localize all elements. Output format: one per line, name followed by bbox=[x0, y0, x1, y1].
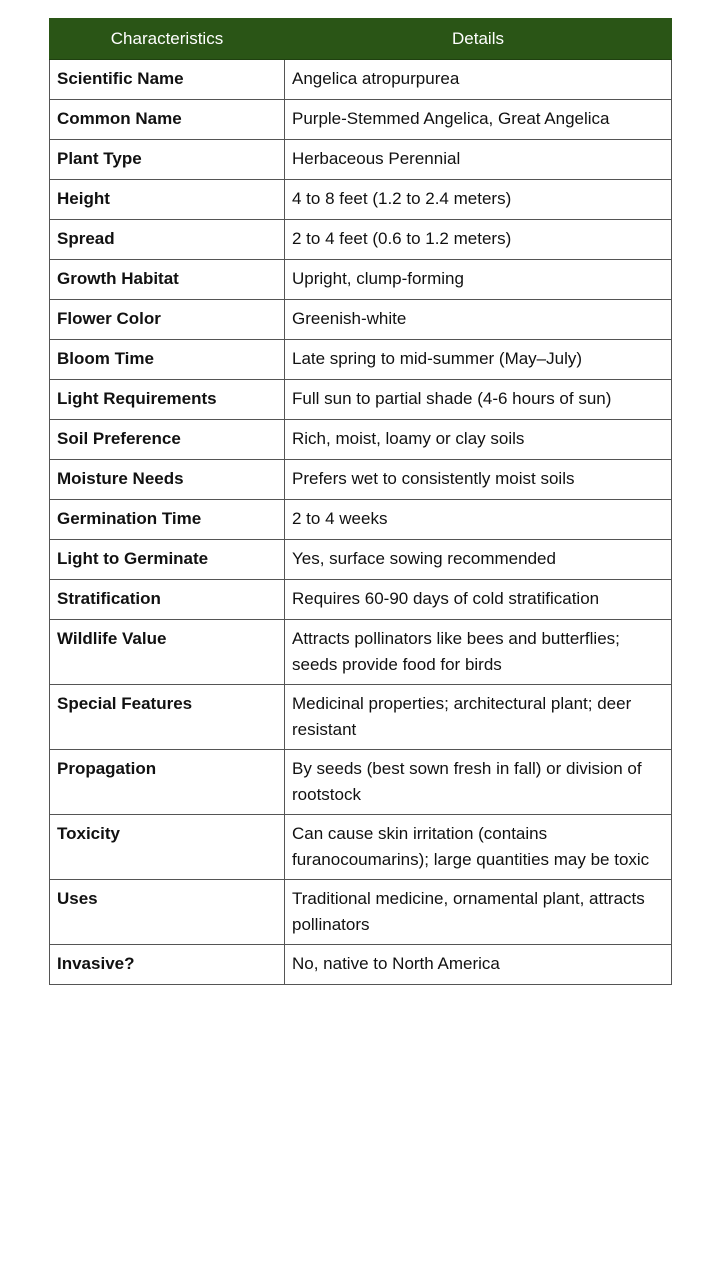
row-key: Light Requirements bbox=[50, 380, 285, 420]
plant-characteristics-table-container bbox=[49, 18, 671, 985]
row-value: Herbaceous Perennial bbox=[285, 140, 672, 180]
row-key: Wildlife Value bbox=[50, 620, 285, 685]
row-key: Soil Preference bbox=[50, 420, 285, 460]
table-row bbox=[50, 340, 672, 380]
row-value: 2 to 4 weeks bbox=[285, 500, 672, 540]
row-key: Light to Germinate bbox=[50, 540, 285, 580]
row-key: Bloom Time bbox=[50, 340, 285, 380]
row-key: Stratification bbox=[50, 580, 285, 620]
table-row bbox=[50, 750, 672, 815]
row-key: Propagation bbox=[50, 750, 285, 815]
table-row bbox=[50, 500, 672, 540]
table-row bbox=[50, 220, 672, 260]
table-body bbox=[50, 60, 672, 985]
row-key: Germination Time bbox=[50, 500, 285, 540]
row-key: Toxicity bbox=[50, 815, 285, 880]
row-value: No, native to North America bbox=[285, 945, 672, 985]
row-key: Uses bbox=[50, 880, 285, 945]
header-details: Details bbox=[285, 19, 672, 60]
row-value: Yes, surface sowing recommended bbox=[285, 540, 672, 580]
table-row bbox=[50, 460, 672, 500]
row-key: Height bbox=[50, 180, 285, 220]
row-value: Greenish-white bbox=[285, 300, 672, 340]
table-row bbox=[50, 140, 672, 180]
row-value: Can cause skin irritation (contains furanocoumarins); large quantities may be toxic bbox=[285, 815, 672, 880]
row-key: Spread bbox=[50, 220, 285, 260]
row-value: Full sun to partial shade (4-6 hours of sun) bbox=[285, 380, 672, 420]
row-value: 2 to 4 feet (0.6 to 1.2 meters) bbox=[285, 220, 672, 260]
plant-characteristics-table bbox=[49, 18, 672, 985]
row-value: Rich, moist, loamy or clay soils bbox=[285, 420, 672, 460]
table-row bbox=[50, 815, 672, 880]
table-row bbox=[50, 685, 672, 750]
row-value: Late spring to mid-summer (May–July) bbox=[285, 340, 672, 380]
table-row bbox=[50, 100, 672, 140]
row-key: Invasive? bbox=[50, 945, 285, 985]
row-key: Growth Habitat bbox=[50, 260, 285, 300]
table-row bbox=[50, 180, 672, 220]
table-row bbox=[50, 380, 672, 420]
row-key: Moisture Needs bbox=[50, 460, 285, 500]
table-header bbox=[50, 19, 672, 60]
header-row bbox=[50, 19, 672, 60]
row-value: Traditional medicine, ornamental plant, attracts pollinators bbox=[285, 880, 672, 945]
table-row bbox=[50, 620, 672, 685]
table-row bbox=[50, 260, 672, 300]
row-value: Requires 60-90 days of cold stratification bbox=[285, 580, 672, 620]
row-key: Scientific Name bbox=[50, 60, 285, 100]
row-value: Prefers wet to consistently moist soils bbox=[285, 460, 672, 500]
row-value: Upright, clump-forming bbox=[285, 260, 672, 300]
table-row bbox=[50, 880, 672, 945]
row-key: Special Features bbox=[50, 685, 285, 750]
row-key: Flower Color bbox=[50, 300, 285, 340]
row-value: By seeds (best sown fresh in fall) or division of rootstock bbox=[285, 750, 672, 815]
row-value: Angelica atropurpurea bbox=[285, 60, 672, 100]
row-value: Attracts pollinators like bees and butterflies; seeds provide food for birds bbox=[285, 620, 672, 685]
row-value: Medicinal properties; architectural plant; deer resistant bbox=[285, 685, 672, 750]
table-row bbox=[50, 945, 672, 985]
table-row bbox=[50, 540, 672, 580]
table-row bbox=[50, 60, 672, 100]
row-value: Purple-Stemmed Angelica, Great Angelica bbox=[285, 100, 672, 140]
table-row bbox=[50, 580, 672, 620]
row-value: 4 to 8 feet (1.2 to 2.4 meters) bbox=[285, 180, 672, 220]
header-characteristics: Characteristics bbox=[50, 19, 285, 60]
row-key: Common Name bbox=[50, 100, 285, 140]
row-key: Plant Type bbox=[50, 140, 285, 180]
table-row bbox=[50, 300, 672, 340]
table-row bbox=[50, 420, 672, 460]
